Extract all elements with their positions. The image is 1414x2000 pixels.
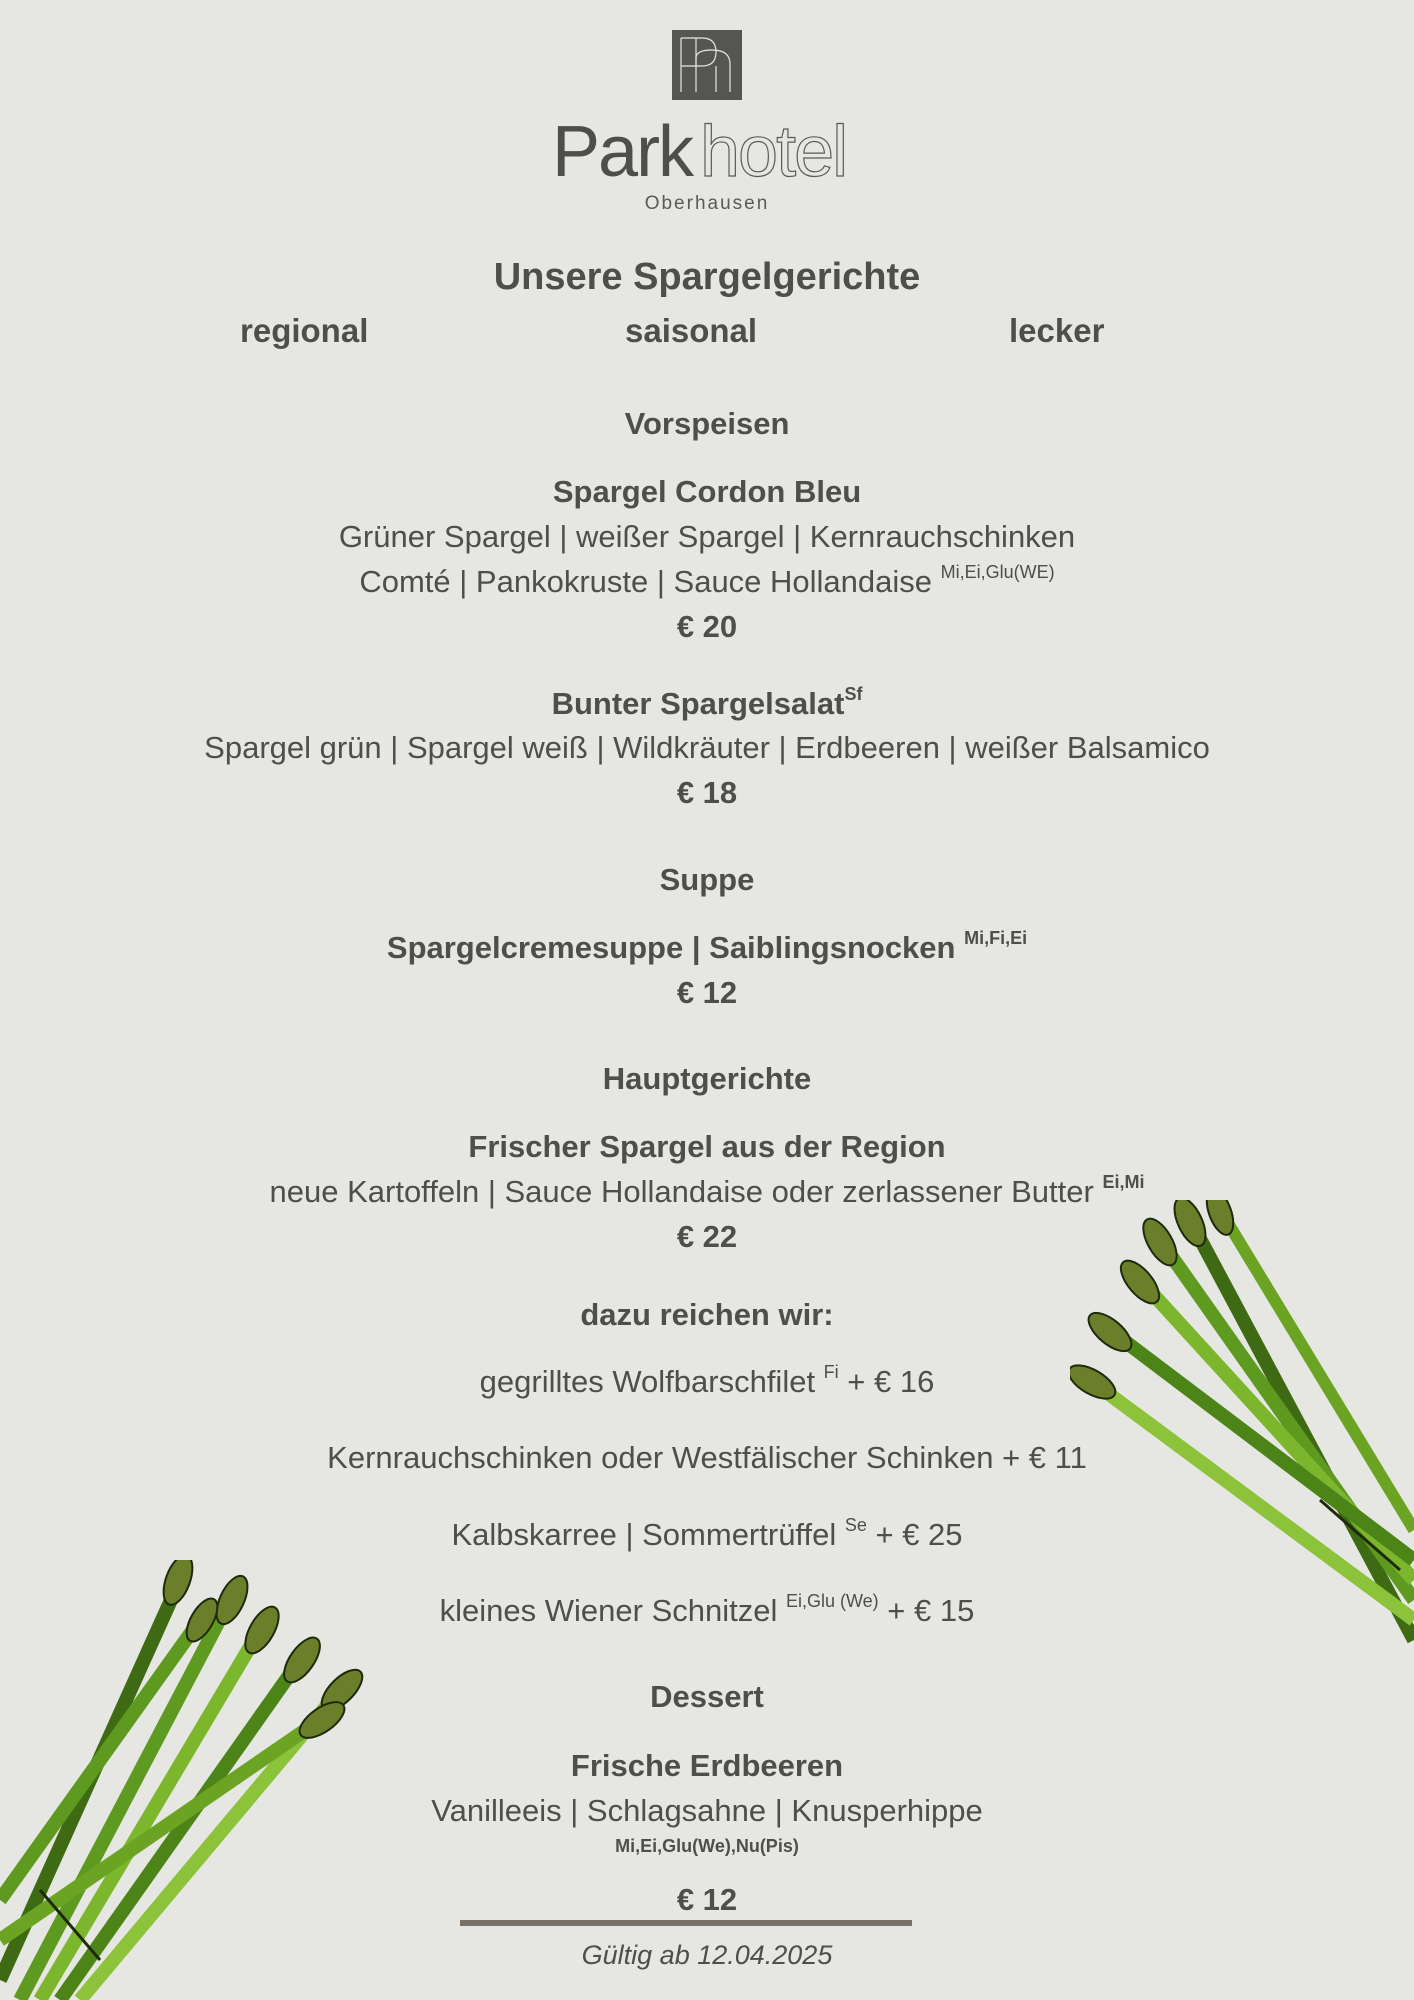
section-heading-vorspeisen: Vorspeisen <box>624 406 790 441</box>
tagline-lecker: lecker <box>1009 312 1105 349</box>
asparagus-bundle-icon <box>0 1560 380 2000</box>
dish-desc-frischer-spargel: neue Kartoffeln | Sauce Hollandaise oder zerlassener Butter $^{Ei,Mi}$ <box>269 1172 1145 1209</box>
dish-name-spargelcremesuppe: Spargelcremesuppe | Saiblingsnocken $^{Mi,Fi,Ei}$ <box>386 928 1028 965</box>
dish-desc-cordon-bleu-2: Comté | Pankokruste | Sauce Hollandaise $^{Mi,Ei,Glu(WE)}$ <box>359 562 1055 599</box>
tagline-regional: regional <box>240 312 369 349</box>
page-title: Unsere Spargelgerichte <box>493 256 921 298</box>
dish-name-cordon-bleu: Spargel Cordon Bleu <box>552 474 862 509</box>
allergen-note: Sf <box>844 684 863 704</box>
logo-wordmark <box>550 108 864 188</box>
price-cordon-bleu: € 20 <box>676 609 738 644</box>
side-item-schnitzel: kleines Wiener Schnitzel $^{Ei,Glu (We)}$ + € 15 <box>439 1591 975 1628</box>
side-item-schinken: Kernrauchschinken oder Westfälischer Schinken + € 11 <box>327 1440 1087 1475</box>
dish-name-frischer-spargel: Frischer Spargel aus der Region <box>468 1129 946 1164</box>
side-item-kalbskarree: Kalbskarree | Sommertrüffel $^{Se}$ + € 25 <box>451 1515 963 1552</box>
asparagus-bundle-icon <box>1070 1200 1414 1660</box>
allergen-note: Ei,Glu (We) <box>785 1591 879 1611</box>
allergen-note: Mi,Ei,Glu(WE) <box>940 562 1055 582</box>
section-heading-dessert: Dessert <box>650 1679 764 1714</box>
price-frischer-spargel: € 22 <box>676 1219 738 1254</box>
dish-desc-erdbeeren: Vanilleeis | Schlagsahne | Knusperhippe <box>431 1793 983 1828</box>
logo-name-part1: Park <box>552 112 693 188</box>
validity-date: Gültig ab 12.04.2025 <box>581 1940 833 1970</box>
dish-desc-spargelsalat: Spargel grün | Spargel weiß | Wildkräuter | Erdbeeren | weißer Balsamico <box>204 730 1210 765</box>
side-item-wolfbarsch: gegrilltes Wolfbarschfilet $^{Fi}$ + € 16 <box>479 1362 935 1399</box>
dish-name-spargelsalat: Bunter Spargelsalat$^{Sf}$ <box>551 684 863 721</box>
tagline-saisonal: saisonal <box>625 312 758 349</box>
section-heading-hauptgerichte: Hauptgerichte <box>602 1061 812 1096</box>
logo-city: Oberhausen <box>644 193 770 214</box>
allergen-note: Mi,Fi,Ei <box>964 928 1028 948</box>
sides-heading: dazu reichen wir: <box>580 1297 834 1332</box>
logo-mark <box>672 30 742 100</box>
price-spargelcremesuppe: € 12 <box>676 975 738 1010</box>
section-heading-suppe: Suppe <box>659 862 755 897</box>
dish-name-erdbeeren: Frische Erdbeeren <box>570 1748 844 1783</box>
dish-desc-cordon-bleu-1: Grüner Spargel | weißer Spargel | Kernrauchschinken <box>338 519 1076 554</box>
footer-divider <box>460 1920 912 1926</box>
logo-name-part2: hotel <box>700 112 847 188</box>
price-erdbeeren: € 12 <box>676 1882 738 1917</box>
allergen-note-erdbeeren: Mi,Ei,Glu(We),Nu(Pis) <box>615 1836 799 1856</box>
price-spargelsalat: € 18 <box>676 775 738 810</box>
allergen-note: Se <box>844 1515 867 1535</box>
allergen-note: Ei,Mi <box>1102 1172 1145 1192</box>
allergen-note: Fi <box>823 1362 839 1382</box>
